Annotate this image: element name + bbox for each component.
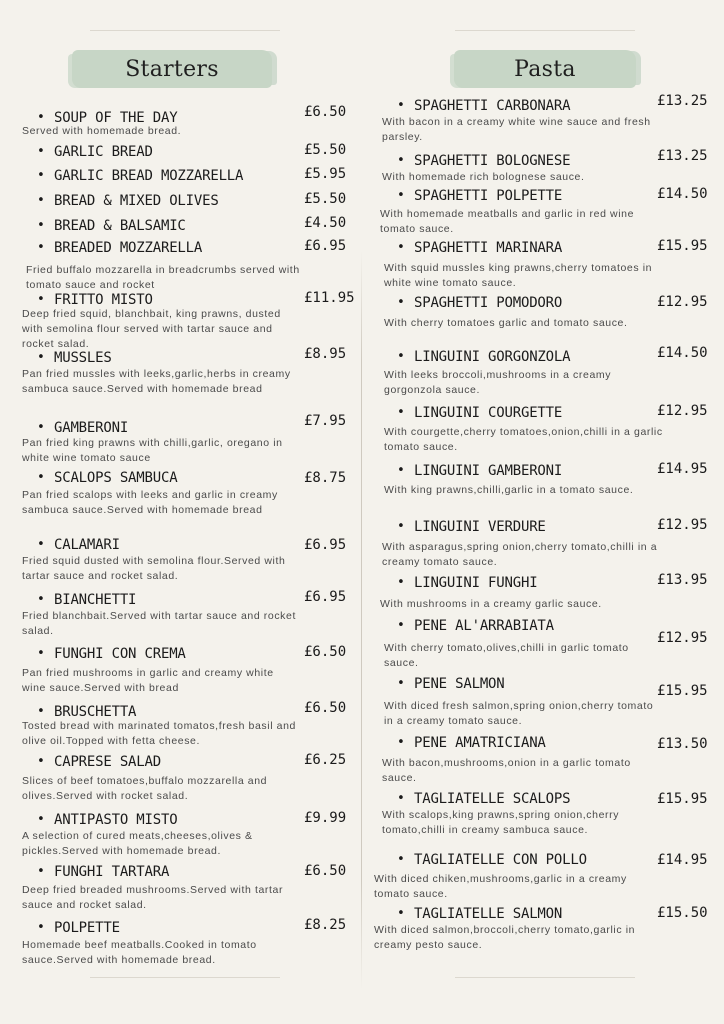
item-description: Fried buffalo mozzarella in breadcrumbs served with tomato sauce and rocket [26, 264, 300, 291]
item-name: • LINGUINI GORGONZOLA [414, 349, 570, 365]
item-price: £12.95 [657, 403, 708, 419]
item-price: £12.95 [657, 630, 708, 646]
item-price: £8.25 [304, 917, 347, 933]
item-name: • GAMBERONI [54, 420, 128, 436]
item-price: £6.95 [304, 238, 347, 254]
item-price: £6.50 [304, 863, 347, 879]
item-name: • PENE SALMON [414, 676, 505, 692]
item-name: • GARLIC BREAD MOZZARELLA [54, 168, 243, 184]
item-name: • POLPETTE [54, 920, 120, 936]
item-name: • LINGUINI GAMBERONI [414, 463, 562, 479]
item-price: £13.50 [657, 736, 708, 752]
item-description: Fried blanchbait.Served with tartar sauce and rocket salad. [22, 610, 296, 637]
item-description: With diced salmon,broccoli,cherry tomato,garlic in creamy pesto sauce. [374, 924, 636, 951]
item-name: • SCALOPS SAMBUCA [54, 470, 177, 486]
item-price: £8.95 [304, 346, 347, 362]
item-name: • BREADED MOZZARELLA [54, 240, 202, 256]
item-description: With scalops,king prawns,spring onion,cherry tomato,chilli in creamy sambuca sauce. [382, 809, 620, 836]
item-price: £13.25 [657, 148, 708, 164]
item-description: With diced chiken,mushrooms,garlic in a creamy tomato sauce. [374, 873, 627, 900]
item-price: £11.95 [304, 290, 355, 306]
item-price: £5.50 [304, 191, 347, 207]
item-price: £12.95 [657, 294, 708, 310]
item-description: With courgette,cherry tomatoes,onion,chilli in a garlic tomato sauce. [384, 426, 663, 453]
item-description: Pan fried scalops with leeks and garlic in creamy sambuca sauce.Served with homemade bread [22, 489, 278, 516]
item-name: • SPAGHETTI POMODORO [414, 295, 562, 311]
item-price: £6.25 [304, 752, 347, 768]
item-name: • PENE AL'ARRABIATA [414, 618, 554, 634]
item-name: • FUNGHI CON CREMA [54, 646, 186, 662]
item-name: • SOUP OF THE DAY [54, 110, 177, 126]
item-description: Fried squid dusted with semolina flour.Served with tartar sauce and rocket salad. [22, 555, 286, 582]
item-name: • FUNGHI TARTARA [54, 864, 169, 880]
item-description: With king prawns,chilli,garlic in a tomato sauce. [384, 484, 634, 496]
item-price: £12.95 [657, 517, 708, 533]
item-price: £4.50 [304, 215, 347, 231]
item-name: • LINGUINI VERDURE [414, 519, 546, 535]
item-description: With leeks broccoli,mushrooms in a creamy gorgonzola sauce. [384, 369, 612, 396]
item-name: • BREAD & BALSAMIC [54, 218, 186, 234]
item-description: With homemade meatballs and garlic in red wine tomato sauce. [380, 208, 635, 235]
item-price: £14.50 [657, 345, 708, 361]
item-price: £14.95 [657, 852, 708, 868]
item-name: • SPAGHETTI MARINARA [414, 240, 562, 256]
pasta-title: Pasta [514, 56, 576, 82]
item-description: Pan fried king prawns with chilli,garlic, oregano in white wine tomato sauce [22, 437, 283, 464]
item-description: With asparagus,spring onion,cherry tomato,chilli in a creamy tomato sauce. [382, 541, 658, 568]
item-description: With mushrooms in a creamy garlic sauce. [380, 598, 602, 610]
item-price: £6.50 [304, 700, 347, 716]
item-description: Homemade beef meatballs.Cooked in tomato sauce.Served with homemade bread. [22, 939, 257, 966]
item-description: Served with homemade bread. [22, 125, 182, 137]
item-price: £15.95 [657, 791, 708, 807]
item-name: • TAGLIATELLE CON POLLO [414, 852, 587, 868]
item-price: £15.95 [657, 238, 708, 254]
item-name: • GARLIC BREAD [54, 144, 153, 160]
item-description: With cherry tomato,olives,chilli in garlic tomato sauce. [384, 642, 629, 669]
item-name: • CAPRESE SALAD [54, 754, 161, 770]
item-description: Pan fried mushrooms in garlic and creamy white wine sauce.Served with bread [22, 667, 274, 694]
item-description: Tosted bread with marinated tomatos,fresh basil and olive oil.Topped with fetta cheese. [22, 720, 296, 747]
item-description: With bacon,mushrooms,onion in a garlic tomato sauce. [382, 757, 631, 784]
item-description: Deep fried squid, blanchbait, king prawns, dusted with semolina flour served with tartar sauce and rocket salad. [22, 308, 281, 350]
item-price: £14.50 [657, 186, 708, 202]
pasta-banner [454, 50, 636, 88]
item-name: • SPAGHETTI POLPETTE [414, 188, 562, 204]
item-description: Slices of beef tomatoes,buffalo mozzarella and olives.Served with rocket salad. [22, 775, 268, 802]
item-description: Deep fried breaded mushrooms.Served with tartar sauce and rocket salad. [22, 884, 284, 911]
item-price: £6.95 [304, 537, 347, 553]
item-price: £6.50 [304, 644, 347, 660]
item-description: With homemade rich bolognese sauce. [382, 171, 585, 183]
item-price: £7.95 [304, 413, 347, 429]
item-description: Pan fried mussles with leeks,garlic,herbs in creamy sambuca sauce.Served with homemade bread [22, 368, 291, 395]
item-name: • LINGUINI COURGETTE [414, 405, 562, 421]
item-name: • LINGUINI FUNGHI [414, 575, 537, 591]
item-price: £5.50 [304, 142, 347, 158]
item-price: £15.50 [657, 905, 708, 921]
item-name: • CALAMARI [54, 537, 120, 553]
item-price: £15.95 [657, 683, 708, 699]
item-name: • ANTIPASTO MISTO [54, 812, 177, 828]
item-name: • BRUSCHETTA [54, 704, 136, 720]
item-name: • BREAD & MIXED OLIVES [54, 193, 219, 209]
item-name: • BIANCHETTI [54, 592, 136, 608]
item-price: £5.95 [304, 166, 347, 182]
item-description: With squid mussles king prawns,cherry tomatoes in white wine tomato sauce. [384, 262, 653, 289]
item-description: With bacon in a creamy white wine sauce and fresh parsley. [382, 116, 651, 143]
item-description: With cherry tomatoes garlic and tomato sauce. [384, 317, 628, 329]
item-price: £8.75 [304, 470, 347, 486]
item-price: £9.99 [304, 810, 347, 826]
pasta-section [362, 0, 724, 1024]
item-name: • MUSSLES [54, 350, 112, 366]
item-name: • SPAGHETTI BOLOGNESE [414, 153, 570, 169]
item-name: • SPAGHETTI CARBONARA [414, 98, 570, 114]
item-name: • FRITTO MISTO [54, 292, 153, 308]
item-price: £13.25 [657, 93, 708, 109]
item-price: £14.95 [657, 461, 708, 477]
item-description: A selection of cured meats,cheeses,olives & pickles.Served with homemade bread. [22, 830, 253, 857]
item-price: £6.95 [304, 589, 347, 605]
item-price: £13.95 [657, 572, 708, 588]
item-name: • PENE AMATRICIANA [414, 735, 546, 751]
item-name: • TAGLIATELLE SALMON [414, 906, 562, 922]
item-price: £6.50 [304, 104, 347, 120]
starters-title: Starters [125, 56, 219, 82]
item-description: With diced fresh salmon,spring onion,cherry tomato in a creamy tomato sauce. [384, 700, 654, 727]
item-name: • TAGLIATELLE SCALOPS [414, 791, 570, 807]
starters-banner [72, 50, 272, 88]
